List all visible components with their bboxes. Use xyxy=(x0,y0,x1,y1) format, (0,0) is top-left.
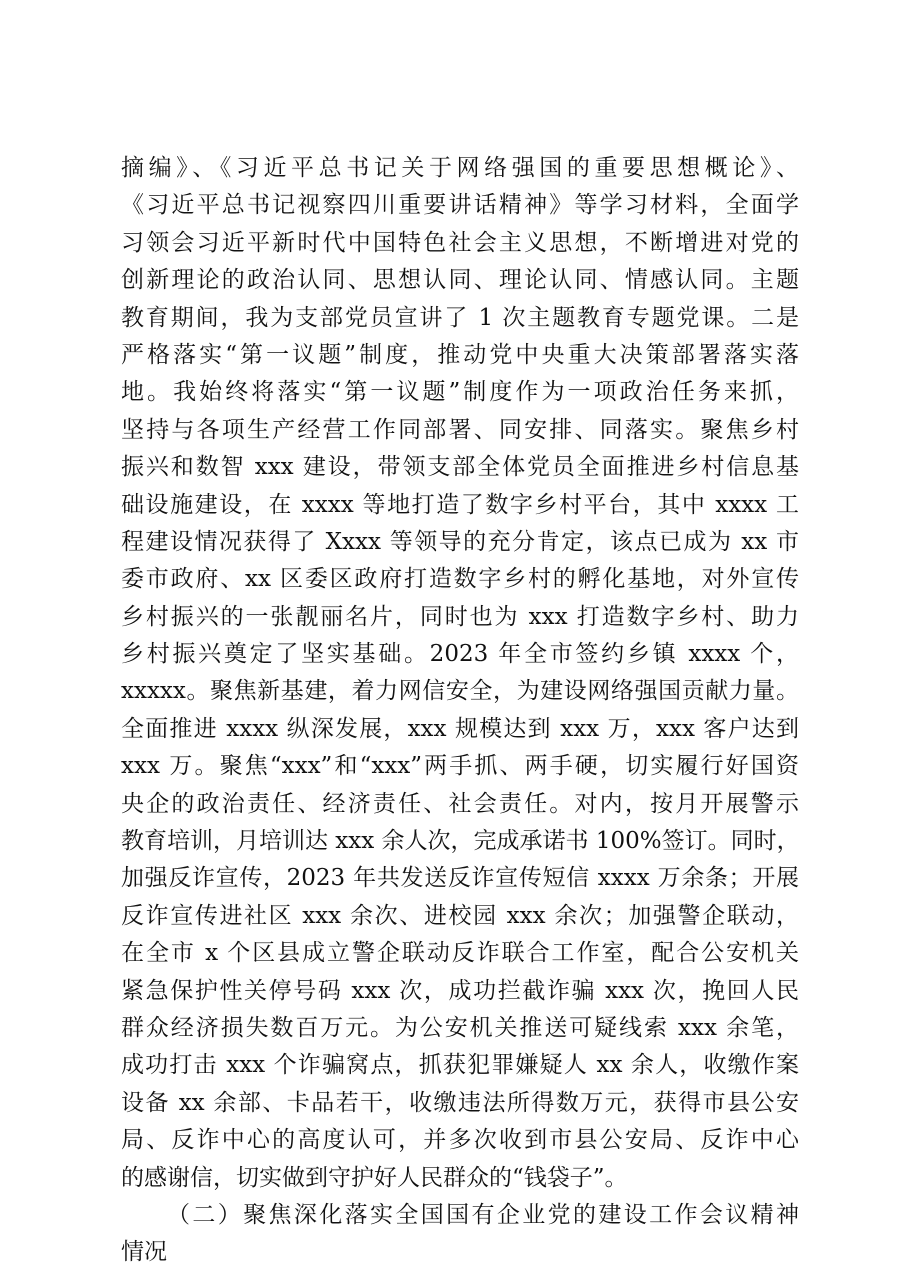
paragraph-line: 乡村振兴的一张靓丽名片，同时也为 xxx 打造数字乡村、助力 xyxy=(121,603,799,630)
paragraph-line: 委市政府、xx 区委区政府打造数字乡村的孵化基地，对外宣传 xyxy=(121,566,799,593)
paragraph-line: 紧急保护性关停号码 xxx 次，成功拦截诈骗 xxx 次，挽回人民 xyxy=(121,977,799,1004)
paragraph-line: 习领会习近平新时代中国特色社会主义思想，不断增进对党的 xyxy=(121,229,799,256)
paragraph-line: 教育培训，月培训达 xxx 余人次，完成承诺书 100%签订。同时， xyxy=(121,828,800,855)
section-heading xyxy=(121,1197,799,1272)
paragraph-line: 成功打击 xxx 个诈骗窝点，抓获犯罪嫌疑人 xx 余人，收缴作案 xyxy=(121,1052,799,1079)
paragraph-line: xxxxx。聚焦新基建，着力网信安全，为建设网络强国贡献力量。 xyxy=(121,678,799,705)
paragraph-line: 《习近平总书记视察四川重要讲话精神》等学习材料，全面学 xyxy=(121,192,799,219)
paragraph-line: 反诈宣传进社区 xxx 余次、进校园 xxx 余次；加强警企联动， xyxy=(121,902,799,929)
paragraph-line: 设备 xx 余部、卡品若干，收缴违法所得数万元，获得市县公安 xyxy=(121,1089,799,1116)
paragraph-line: 严格落实“第一议题”制度，推动党中央重大决策部署落实落 xyxy=(121,341,799,368)
paragraph-line: 创新理论的政治认同、思想认同、理论认同、情感认同。主题 xyxy=(121,267,799,294)
body-paragraph xyxy=(121,150,799,1197)
paragraph-line: 教育期间，我为支部党员宣讲了 1 次主题教育专题党课。二是 xyxy=(121,304,799,331)
paragraph-line: 加强反诈宣传，2023 年共发送反诈宣传短信 xxxx 万余条；开展 xyxy=(121,865,799,892)
paragraph-line: 础设施建设，在 xxxx 等地打造了数字乡村平台，其中 xxxx 工 xyxy=(121,491,799,518)
paragraph-line: 坚持与各项生产经营工作同部署、同安排、同落实。聚焦乡村 xyxy=(121,416,799,443)
paragraph-line: 全面推进 xxxx 纵深发展，xxx 规模达到 xxx 万，xxx 客户达到 xyxy=(121,715,799,742)
paragraph-line: 的感谢信，切实做到守护好人民群众的“钱袋子”。 xyxy=(121,1164,628,1191)
paragraph-line: 群众经济损失数百万元。为公安机关推送可疑线索 xxx 余笔， xyxy=(121,1014,799,1041)
paragraph-line: 乡村振兴奠定了坚实基础。2023 年全市签约乡镇 xxxx 个， xyxy=(121,641,799,668)
document-body xyxy=(121,150,799,1272)
paragraph-line: 在全市 x 个区县成立警企联动反诈联合工作室，配合公安机关 xyxy=(121,940,799,967)
paragraph-line: 程建设情况获得了 Xxxx 等领导的充分肯定，该点已成为 xx 市 xyxy=(121,528,799,555)
paragraph-line: 摘编》、《习近平总书记关于网络强国的重要思想概论》、 xyxy=(121,155,799,181)
paragraph-line: 央企的政治责任、经济责任、社会责任。对内，按月开展警示 xyxy=(121,790,799,817)
section-heading-line: （二）聚焦深化落实全国国有企业党的建设工作会议精神 xyxy=(167,1201,799,1228)
paragraph-line: 振兴和数智 xxx 建设，带领支部全体党员全面推进乡村信息基 xyxy=(121,454,799,481)
section-heading-line: 情况 xyxy=(121,1239,167,1266)
paragraph-line: xxx 万。聚焦“xxx”和“xxx”两手抓、两手硬，切实履行好国资 xyxy=(121,753,799,780)
paragraph-line: 局、反诈中心的高度认可，并多次收到市县公安局、反诈中心 xyxy=(121,1127,799,1154)
paragraph-line: 地。我始终将落实“第一议题”制度作为一项政治任务来抓， xyxy=(121,379,799,406)
